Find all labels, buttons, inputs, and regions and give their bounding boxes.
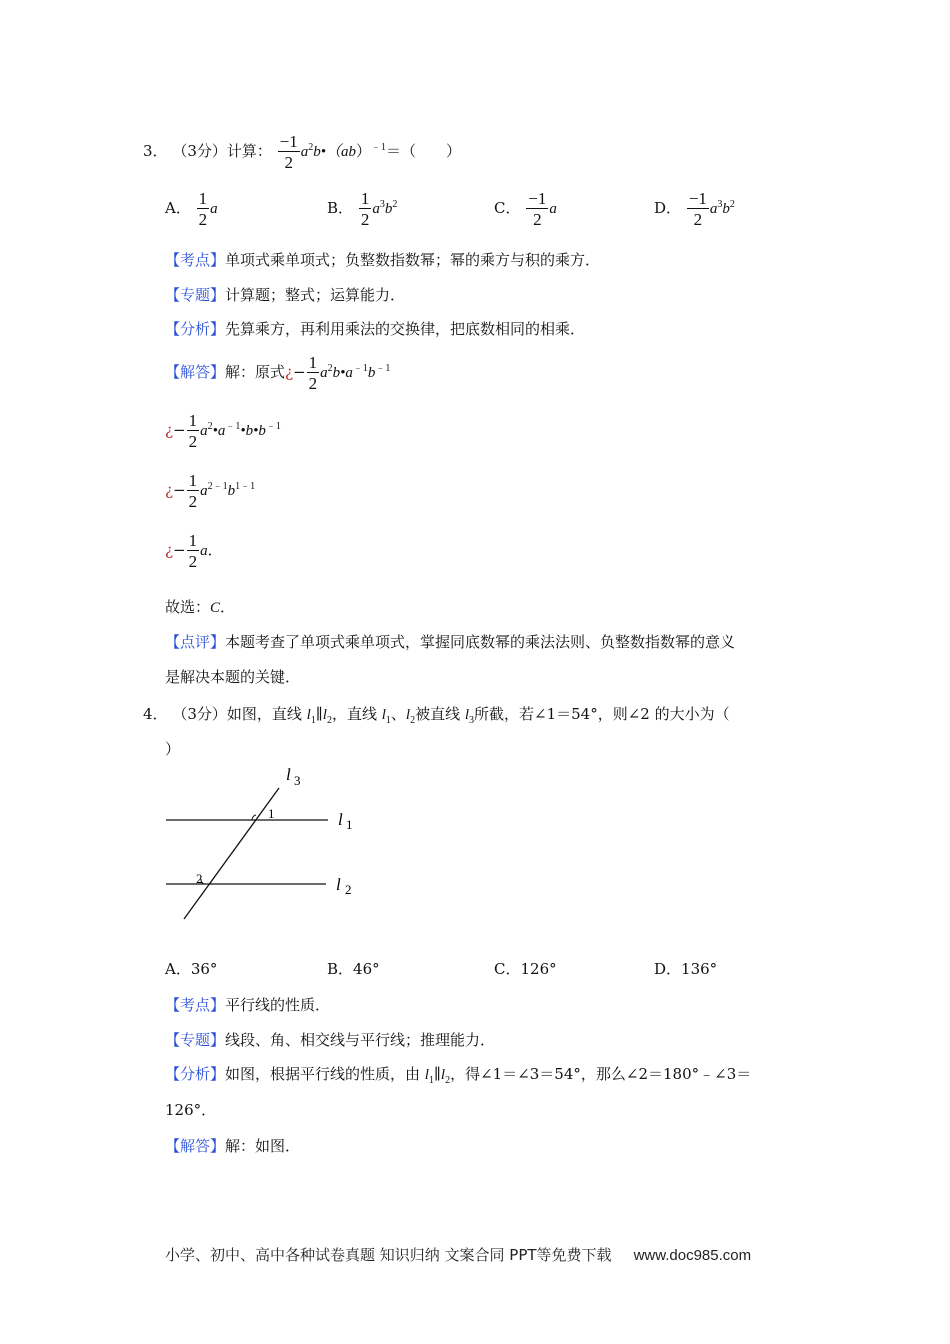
footer-text: 小学、初中、高中各种试卷真题 知识归纳 文案合同 PPT等免费下载 [165, 1246, 612, 1264]
q4-option-b: B．46° [327, 960, 380, 978]
q4-option-c: C．126° [494, 960, 557, 978]
q3-fenxi: 【分析】先算乘方，再利用乘法的交换律，把底数相同的相乘． [165, 320, 586, 338]
q3-step-4: ¿− $\frac{1}{2}$ a． [165, 531, 223, 571]
q3-option-a: A． $\frac{1}{2}$ a [165, 189, 218, 229]
q3-number: 3． [143, 142, 168, 160]
footer-url[interactable]: www.doc985.com [633, 1247, 752, 1264]
q4-fenxi-line2: 126°． [165, 1101, 217, 1119]
angle-2-label: 2 [196, 871, 203, 886]
q3-stem: 3． （3分）计算： $\frac{-1}{2}$ $a^2b•(ab)^{﹣1}=$（ ） [143, 132, 462, 172]
angle-1-arc [252, 815, 256, 820]
q3-choice: 故选：C． [165, 598, 236, 616]
l3-label: l [286, 765, 291, 784]
l2-sub: 2 [345, 882, 352, 897]
q4-fenxi: 【分析】如图，根据平行线的性质，由 $l_1\parallel l_2$，得∠1＝∠3＝54°，那么∠2＝180°﹣∠3＝ [165, 1065, 752, 1086]
l1-sub: 1 [346, 817, 353, 832]
angle-1-label: 1 [268, 806, 275, 821]
q4-jieda: 【解答】解：如图． [165, 1137, 301, 1155]
q4-zhuanti: 【专题】线段、角、相交线与平行线；推理能力． [165, 1031, 496, 1049]
q3-option-b: B． $\frac{1}{2}$ $a^3b^2$ [327, 189, 398, 229]
line-l3 [184, 788, 279, 919]
q4-kaodian: 【考点】平行线的性质． [165, 996, 331, 1014]
q3-step-2: ¿− $\frac{1}{2}$ $a^2•a^{﹣1}•b•b^{﹣1}$ [165, 411, 281, 451]
q4-stem: 4． （3分）如图，直线 $l_1\parallel l_2$，直线 $l_1$、$l_2$被直线 $l_3$所截，若∠1＝54°，则∠2 的大小为（ [143, 705, 730, 726]
q3-zhuanti: 【专题】计算题；整式；运算能力． [165, 286, 406, 304]
l3-sub: 3 [294, 773, 301, 788]
q3-option-c: C． $\frac{-1}{2}$ a [494, 189, 557, 229]
l1-label: l [338, 810, 343, 829]
q3-step-3: ¿− $\frac{1}{2}$ $a^{2﹣1}b^{1﹣1}$ [165, 471, 256, 511]
q3-kaodian: 【考点】单项式乘单项式；负整数指数幂；幂的乘方与积的乘方． [165, 251, 601, 269]
parallel-lines-figure [160, 762, 380, 927]
page-footer [165, 1244, 751, 1265]
q3-dianping: 【点评】本题考查了单项式乘单项式，掌握同底数幂的乘法法则、负整数指数幂的意义 [165, 633, 736, 651]
q3-stem-prefix: 计算： [226, 142, 272, 160]
q3-option-d: D． $\frac{-1}{2}$ $a^3b^2$ [654, 189, 735, 229]
q4-option-d: D．136° [654, 960, 718, 978]
q4-stem-line2: ） [165, 740, 181, 758]
q3-jieda: 【解答】解：原式¿− $\frac{1}{2}$ $a^2b•a^{﹣1}b^{﹣1}$ [165, 353, 391, 393]
q4-option-a: A．36° [165, 960, 218, 978]
l2-label: l [336, 875, 341, 894]
q3-score: （3分） [172, 142, 227, 160]
q3-dianping-line2: 是解决本题的关键． [165, 668, 301, 686]
q3-expr-fraction: $\frac{-1}{2}$ [279, 132, 298, 172]
